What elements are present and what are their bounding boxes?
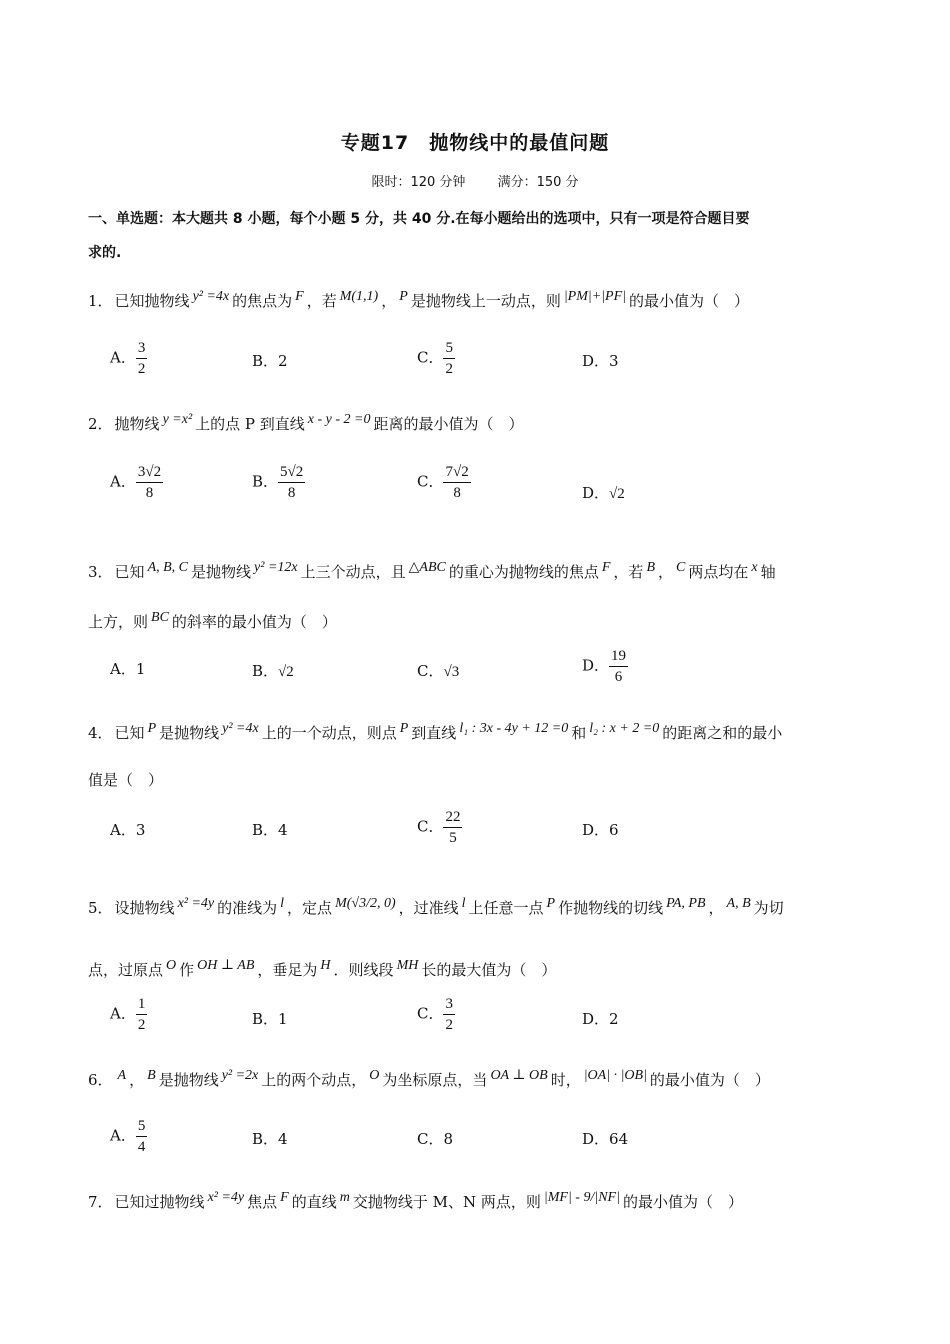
- time-limit: 限时：120 分钟: [371, 175, 466, 190]
- question-number: 6．: [88, 1071, 113, 1089]
- option-label: C．: [417, 1004, 444, 1023]
- option-d: [582, 482, 625, 503]
- q-text: ，过准线: [398, 899, 459, 917]
- option-d: [582, 819, 619, 840]
- question-number: 2．: [88, 415, 113, 433]
- option-d: [582, 1008, 619, 1029]
- q-math: F: [280, 1190, 289, 1205]
- denominator: 8: [145, 485, 154, 501]
- q-math: M(1,1): [339, 289, 379, 304]
- q-math: O: [369, 1068, 380, 1083]
- q-text: 上任意一点: [468, 899, 544, 917]
- option-a: [110, 462, 163, 503]
- q-text: ．则线段: [333, 961, 394, 979]
- option-label: A．: [110, 1004, 136, 1023]
- q-math: C: [676, 560, 686, 575]
- denominator: 2: [137, 361, 146, 377]
- option-label: A．: [110, 821, 136, 839]
- denominator: 2: [137, 1017, 146, 1033]
- question-6: [88, 1064, 868, 1092]
- q-math: OH ⊥ AB: [197, 958, 255, 973]
- q-text: 的准线为: [217, 899, 278, 917]
- question-1: [88, 285, 868, 313]
- section-heading: [88, 202, 868, 270]
- q-math: A, B: [726, 896, 751, 911]
- q-text: 已知抛物线: [114, 292, 190, 310]
- q-math: y² =12x: [254, 560, 298, 575]
- numerator: 7√2: [443, 462, 470, 483]
- option-label: A．: [110, 348, 136, 367]
- q-math: △ABC: [408, 560, 446, 575]
- q-text: 上三个动点，且: [300, 563, 406, 581]
- q-text: 的距离之和的最小: [662, 724, 783, 742]
- question-number: 4．: [88, 724, 113, 742]
- q-math: A, B, C: [147, 560, 189, 575]
- denominator: 6: [614, 669, 623, 685]
- q-text: 值是（ ）: [88, 771, 164, 789]
- numerator: 5√2: [278, 462, 305, 483]
- option-label: D．: [582, 656, 610, 675]
- denominator: 8: [453, 485, 461, 501]
- option-label: D．: [582, 821, 610, 839]
- q-text: 是抛物线: [158, 1071, 219, 1089]
- q-text: 为坐标原点，当: [382, 1071, 488, 1089]
- option-a: [110, 1116, 147, 1157]
- q-text: 的最小值为（ ）: [629, 292, 750, 310]
- q-text: 的最小值为（ ）: [622, 1193, 743, 1211]
- q-text: 上的一个动点，则点: [261, 724, 397, 742]
- page-title: 专题17 抛物线中的最值问题: [340, 132, 610, 154]
- option-label: B．: [252, 472, 279, 491]
- q-text: 是抛物线: [191, 563, 252, 581]
- q-text: 交抛物线于 M、N 两点，则: [352, 1193, 541, 1211]
- q-math: PA, PB: [666, 896, 706, 911]
- q-math: l₂ : x + 2 =0: [589, 721, 660, 736]
- q-text: 已知: [114, 563, 145, 581]
- option-value: 2: [278, 352, 288, 370]
- q-math: M(√3/2, 0): [335, 896, 396, 911]
- option-label: C．: [417, 348, 444, 367]
- numerator: 5: [443, 338, 455, 359]
- option-value: √3: [443, 664, 460, 680]
- q-text: 上的两个动点，: [261, 1071, 367, 1089]
- question-2: [88, 408, 868, 436]
- numerator: 19: [609, 646, 628, 667]
- option-value: 64: [609, 1130, 629, 1148]
- q-math: B: [646, 560, 655, 575]
- option-label: B．: [252, 352, 279, 370]
- fraction: [136, 462, 163, 503]
- q-text: 轴: [760, 563, 776, 581]
- numerator: 3: [443, 994, 455, 1015]
- question-3-line2: [88, 606, 868, 634]
- fraction: [443, 462, 470, 503]
- q-math: A: [117, 1068, 127, 1083]
- option-b: [252, 660, 294, 681]
- option-label: C．: [417, 662, 444, 680]
- option-d: [582, 350, 619, 371]
- q-math: |PM|+|PF|: [563, 289, 626, 304]
- option-value: 6: [609, 821, 619, 839]
- q-text: 作抛物线的切线: [558, 899, 664, 917]
- option-b: [252, 350, 288, 371]
- q-text: 的直线: [291, 1193, 337, 1211]
- numerator: 22: [443, 807, 462, 828]
- fraction: [278, 462, 305, 503]
- q-math: B: [147, 1068, 156, 1083]
- q-math: P: [399, 721, 409, 736]
- option-value: 8: [443, 1130, 454, 1148]
- option-d: [582, 646, 628, 687]
- q-text: 距离的最小值为（ ）: [373, 415, 524, 433]
- option-b: [252, 819, 288, 840]
- q-text: 和: [571, 724, 587, 742]
- option-a: [110, 658, 145, 679]
- option-b: [252, 1008, 288, 1029]
- option-a: [110, 338, 147, 379]
- option-a: [110, 819, 145, 840]
- q-math: H: [320, 958, 331, 973]
- denominator: 5: [449, 830, 457, 846]
- q-math: l: [280, 896, 285, 911]
- numerator: 1: [136, 994, 148, 1015]
- fraction: [443, 338, 455, 379]
- q-math: P: [399, 289, 408, 304]
- q-text: 已知: [114, 724, 145, 742]
- q-text: ，: [708, 899, 724, 917]
- option-label: A．: [110, 660, 136, 678]
- q-math: O: [166, 958, 177, 973]
- option-d: [582, 1128, 628, 1149]
- q-math: MH: [396, 958, 419, 973]
- option-value: √2: [609, 486, 625, 502]
- q-text: 长的最大值为（ ）: [421, 961, 557, 979]
- option-value: 4: [278, 821, 288, 839]
- q-text: 为切: [753, 899, 784, 917]
- question-number: 1．: [88, 292, 113, 310]
- option-c: [417, 462, 471, 503]
- full-score: 满分：150 分: [497, 175, 579, 190]
- q-text: 两点均在: [688, 563, 749, 581]
- q-text: 上的点 P 到直线: [195, 415, 305, 433]
- option-c: [417, 994, 455, 1035]
- option-value: 1: [278, 1010, 288, 1028]
- section-heading-line2: 求的.: [88, 245, 122, 261]
- q-text: 的焦点为: [232, 292, 293, 310]
- option-label: B．: [252, 1130, 279, 1148]
- q-math: x - y - 2 =0: [307, 412, 371, 427]
- option-value: 1: [135, 660, 146, 678]
- q-math: y² =4x: [192, 289, 230, 304]
- q-math: l₁ : 3x - 4y + 12 =0: [459, 721, 569, 736]
- question-5: [88, 892, 868, 920]
- option-c: [417, 660, 459, 681]
- q-math: F: [295, 289, 304, 304]
- q-math: |MF| - 9/|NF|: [543, 1190, 620, 1205]
- option-label: D．: [582, 1010, 610, 1028]
- option-value: 4: [278, 1130, 288, 1148]
- q-math: x² =4y: [177, 896, 215, 911]
- q-text: 的斜率的最小值为（ ）: [171, 613, 337, 631]
- q-text: ，定点: [287, 899, 333, 917]
- question-3: [88, 556, 868, 584]
- option-label: C．: [417, 1130, 444, 1148]
- q-math: y² =2x: [221, 1068, 259, 1083]
- q-math: P: [147, 721, 157, 736]
- q-text: ，: [658, 563, 674, 581]
- section-heading-line1: 一、单选题：本大题共 8 小题，每个小题 5 分，共 40 分.在每小题给出的选项中，只有一项是符合题目要: [88, 211, 750, 227]
- q-text: 设抛物线: [114, 899, 175, 917]
- q-math: m: [339, 1190, 350, 1205]
- option-label: B．: [252, 1010, 279, 1028]
- q-text: 上方，则: [88, 613, 149, 631]
- question-number: 7．: [88, 1193, 113, 1211]
- q-text: 点，过原点: [88, 961, 164, 979]
- q-math: l: [461, 896, 466, 911]
- denominator: 8: [287, 485, 296, 501]
- option-label: B．: [252, 821, 279, 839]
- question-5-line2: [88, 954, 868, 982]
- question-4: [88, 717, 868, 745]
- q-math: BC: [151, 610, 169, 625]
- option-label: B．: [252, 662, 279, 680]
- option-label: D．: [582, 1130, 610, 1148]
- option-a: [110, 994, 147, 1035]
- numerator: 5: [136, 1116, 148, 1137]
- denominator: 2: [445, 361, 453, 377]
- q-math: y =x²: [162, 412, 193, 427]
- option-c: [417, 807, 462, 848]
- option-c: [417, 338, 455, 379]
- q-text: 时，: [550, 1071, 581, 1089]
- q-text: ，: [129, 1071, 145, 1089]
- q-math: x: [751, 560, 758, 575]
- q-text: 的最小值为（ ）: [649, 1071, 770, 1089]
- option-c: [417, 1128, 453, 1149]
- q-text: ，若: [613, 563, 644, 581]
- option-label: A．: [110, 472, 136, 491]
- option-value: 2: [609, 1010, 619, 1028]
- option-label: D．: [582, 352, 610, 370]
- option-label: D．: [582, 484, 610, 502]
- q-math: y² =4x: [222, 721, 259, 736]
- q-text: 已知过抛物线: [114, 1193, 205, 1211]
- question-7: [88, 1186, 868, 1214]
- q-text: 是抛物线: [159, 724, 220, 742]
- q-math: F: [601, 560, 611, 575]
- fraction: [136, 994, 148, 1035]
- q-text: 作: [179, 961, 195, 979]
- q-text: ，垂足为: [257, 961, 318, 979]
- option-b: [252, 1128, 288, 1149]
- q-text: 的重心为抛物线的焦点: [448, 563, 599, 581]
- question-number: 3．: [88, 563, 113, 581]
- option-value: 3: [609, 352, 619, 370]
- q-text: 到直线: [411, 724, 457, 742]
- option-label: C．: [417, 817, 444, 836]
- q-math: P: [546, 896, 556, 911]
- q-text: 是抛物线上一动点，则: [410, 292, 561, 310]
- q-text: 抛物线: [114, 415, 160, 433]
- denominator: 4: [137, 1139, 146, 1155]
- fraction: [443, 807, 462, 848]
- denominator: 2: [445, 1017, 453, 1033]
- q-math: OA ⊥ OB: [490, 1068, 548, 1083]
- fraction: [136, 338, 148, 379]
- option-value: 3: [135, 821, 146, 839]
- fraction: [443, 994, 455, 1035]
- fraction: [609, 646, 628, 687]
- q-text: 焦点: [247, 1193, 278, 1211]
- q-text: ，若: [306, 292, 337, 310]
- fraction: [136, 1116, 148, 1157]
- exam-meta: [0, 171, 950, 190]
- q-math: |OA| · |OB|: [583, 1068, 647, 1083]
- q-text: ，: [381, 292, 397, 310]
- numerator: 3√2: [136, 462, 163, 483]
- option-label: C．: [417, 472, 444, 491]
- question-number: 5．: [88, 899, 113, 917]
- option-label: A．: [110, 1126, 136, 1145]
- numerator: 3: [136, 338, 148, 359]
- option-b: [252, 462, 305, 503]
- question-4-line2: [88, 768, 868, 792]
- q-math: x² =4y: [207, 1190, 245, 1205]
- option-value: √2: [278, 664, 294, 680]
